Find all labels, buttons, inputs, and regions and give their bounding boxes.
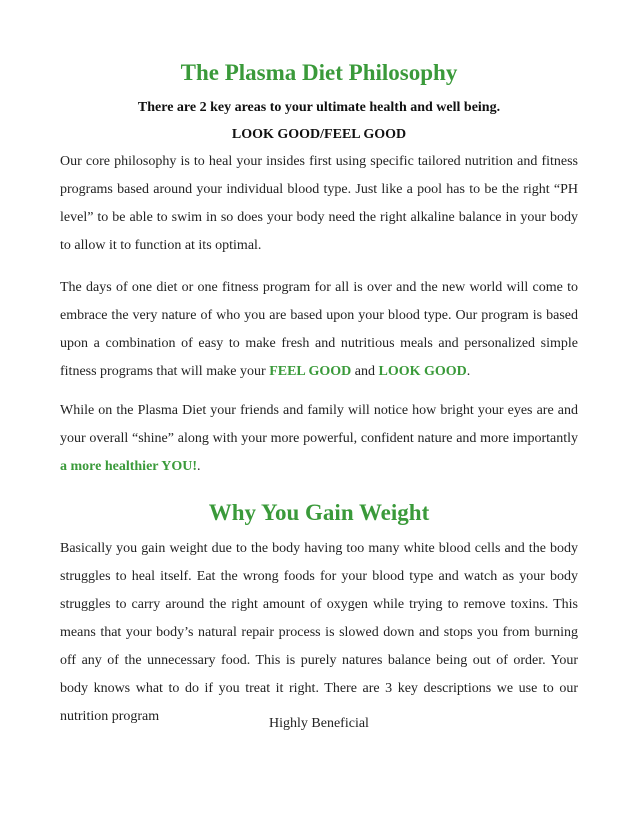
- paragraph-results-end: .: [197, 459, 201, 474]
- paragraph-program-end: .: [466, 364, 471, 379]
- tagline: LOOK GOOD/FEEL GOOD: [231, 127, 407, 142]
- paragraph-weight: Basically you gain weight due to the body having too many white blood cells and the body struggles to heal itself. Eat the wrong foods for your blood type and watch as your body struggles to carry around the right amount of oxygen while trying to remove toxins. This means that your body’s natural repair process is slowed down and stops you from burning off any of the unnecessary food. This is purely natures balance being out of order. Your body knows what to do if you treat it right. There are 3 key descriptions we use to our nutrition program: [60, 541, 578, 724]
- highlight-feel-good: FEEL GOOD: [269, 364, 352, 379]
- paragraph-philosophy: Our core philosophy is to heal your insides first using specific tailored nutrition and fitness programs based around your individual blood type. Just like a pool has to be the right “PH level” to be able to swim in so does your body need the right alkaline balance in your body to allow it to function at its optimal.: [60, 154, 578, 253]
- paragraph-results: [60, 397, 578, 481]
- highlight-look-good: LOOK GOOD: [378, 364, 467, 379]
- paragraph-program-text: The days of one diet or one fitness program for all is over and the new world will come to embrace the very nature of who you are based upon your blood type. Our program is based upon a combination of easy to make fresh and nutritious meals and personalized simple fitness programs that will make your: [60, 280, 578, 379]
- paragraph-program-joiner: and: [351, 364, 379, 379]
- highlight-healthier-you: a more healthier YOU!: [60, 459, 197, 474]
- paragraph-program: [60, 274, 578, 386]
- paragraph-results-text: While on the Plasma Diet your friends and family will notice how bright your eyes are and your overall “shine” along with your more powerful, confident nature and more importantly: [60, 403, 578, 446]
- list-item-highly-beneficial: Highly Beneficial: [269, 716, 369, 731]
- section-title-weight: Why You Gain Weight: [208, 500, 430, 525]
- subtitle: There are 2 key areas to your ultimate health and well being.: [137, 100, 501, 115]
- page-title: The Plasma Diet Philosophy: [180, 60, 458, 85]
